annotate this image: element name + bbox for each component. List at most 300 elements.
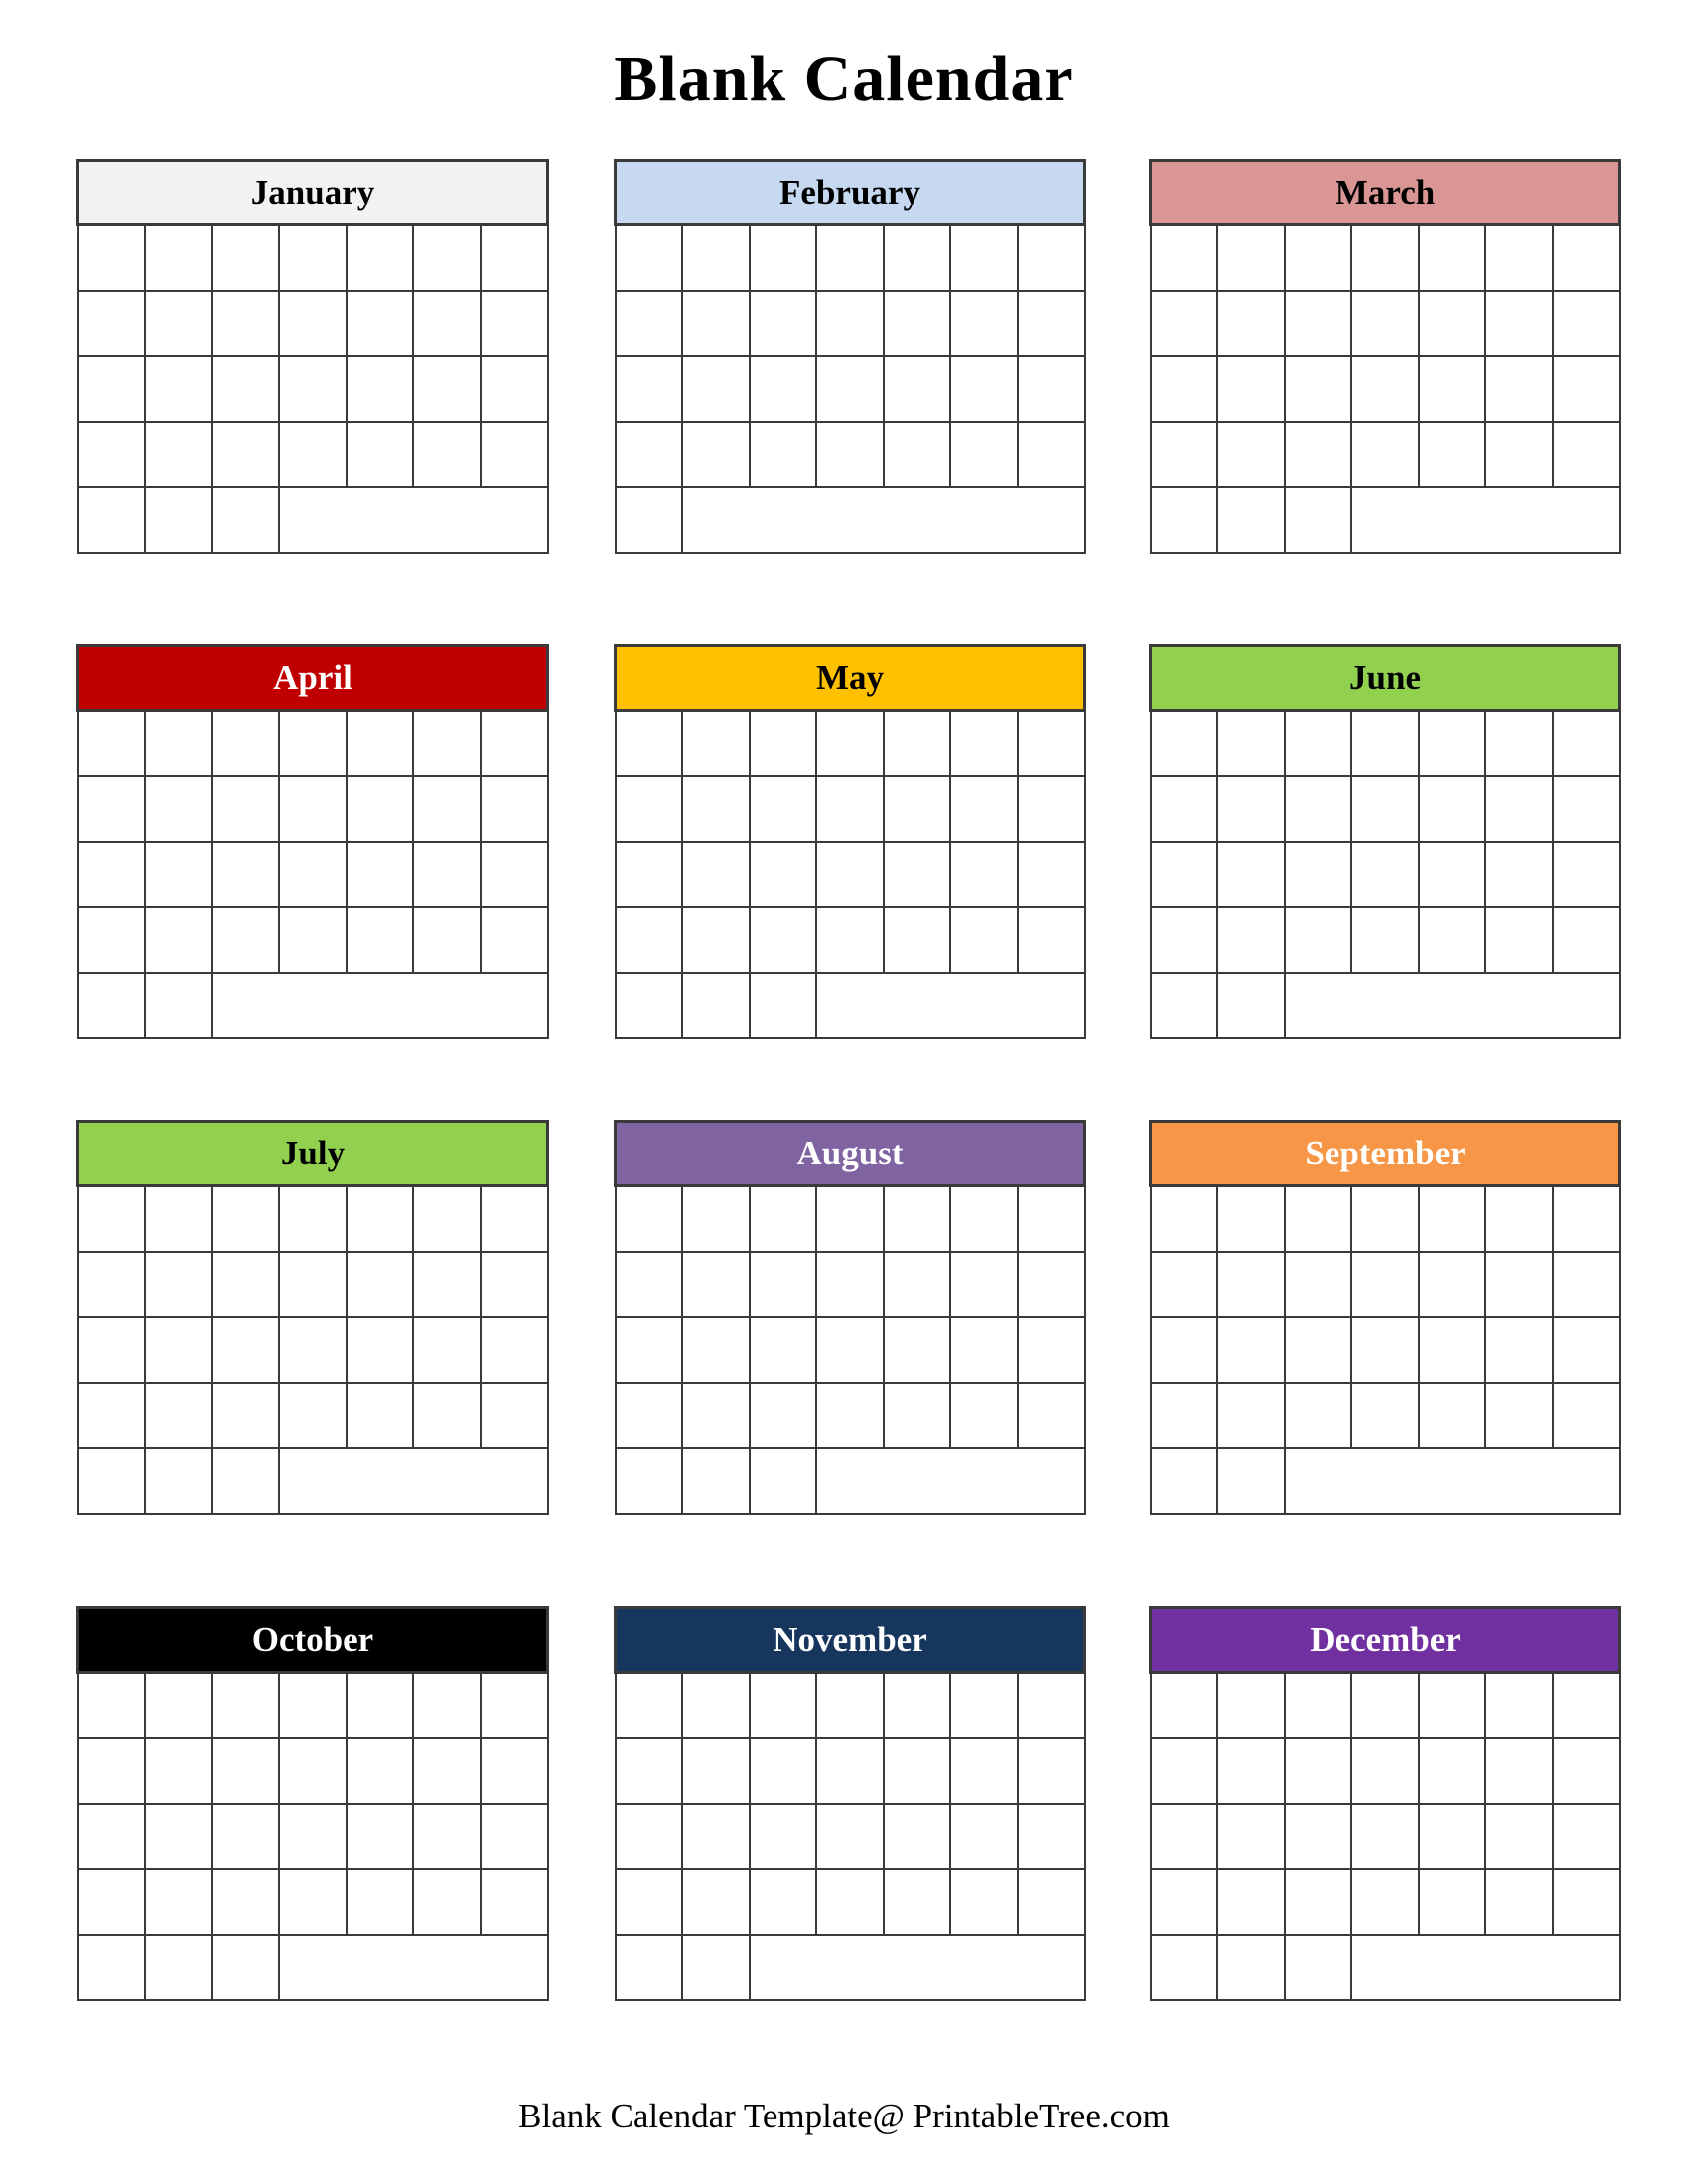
day-cell (279, 711, 347, 777)
day-cell (145, 1383, 212, 1448)
day-cell (1018, 1317, 1085, 1383)
day-cell (1018, 1804, 1085, 1869)
day-cell (78, 487, 146, 553)
day-cell (1151, 1317, 1218, 1383)
day-cell (1285, 1252, 1352, 1317)
day-cell (1351, 1738, 1419, 1804)
day-cell (1553, 1869, 1620, 1935)
day-cell (750, 422, 817, 487)
month-calendar-october (76, 1606, 549, 2001)
day-cell (682, 1186, 750, 1253)
day-cell (1285, 1317, 1352, 1383)
day-cell (1285, 907, 1352, 973)
day-cell (682, 907, 750, 973)
day-cell (884, 1738, 951, 1804)
day-cell (750, 1869, 817, 1935)
day-cell (1419, 356, 1486, 422)
day-cell (78, 907, 146, 973)
day-cell (212, 225, 280, 292)
day-cell (950, 776, 1018, 842)
day-cell (481, 1186, 548, 1253)
month-table (1149, 1606, 1621, 2001)
day-cell (1018, 711, 1085, 777)
day-cell (1351, 1186, 1419, 1253)
day-cell (145, 973, 212, 1038)
day-cell (145, 711, 212, 777)
month-header: July (78, 1122, 548, 1186)
day-cell (1217, 291, 1285, 356)
month-calendar-february (614, 159, 1086, 554)
day-cell (1217, 1448, 1285, 1514)
day-cell (347, 356, 414, 422)
day-cell (1553, 842, 1620, 907)
day-cell (682, 1673, 750, 1739)
day-cell (1217, 487, 1285, 553)
day-cell (950, 422, 1018, 487)
day-cell (750, 1738, 817, 1804)
day-cell (78, 973, 146, 1038)
day-cell (616, 711, 683, 777)
day-cell (1018, 1869, 1085, 1935)
day-cell (1419, 1252, 1486, 1317)
day-cell (816, 1383, 884, 1448)
day-cell (145, 842, 212, 907)
day-cell (481, 1252, 548, 1317)
merged-blank-cell (279, 1448, 547, 1514)
day-cell (884, 907, 951, 973)
day-cell (145, 422, 212, 487)
day-cell (413, 1738, 481, 1804)
day-cell (1351, 711, 1419, 777)
month-header: August (616, 1122, 1085, 1186)
day-cell (682, 1738, 750, 1804)
day-cell (78, 1252, 146, 1317)
day-cell (1151, 291, 1218, 356)
day-cell (481, 776, 548, 842)
day-cell (816, 1869, 884, 1935)
day-cell (481, 422, 548, 487)
month-header: November (616, 1608, 1085, 1673)
day-cell (212, 1186, 280, 1253)
month-table (614, 1120, 1086, 1515)
month-header: October (78, 1608, 548, 1673)
day-cell (1151, 1935, 1218, 2000)
day-cell (1285, 1673, 1352, 1739)
day-cell (481, 1317, 548, 1383)
day-cell (1285, 1383, 1352, 1448)
month-table (614, 644, 1086, 1039)
day-cell (616, 1869, 683, 1935)
day-cell (145, 907, 212, 973)
day-cell (1217, 1383, 1285, 1448)
day-cell (413, 356, 481, 422)
day-cell (413, 1383, 481, 1448)
day-cell (750, 1448, 817, 1514)
merged-blank-cell (816, 1448, 1084, 1514)
day-cell (413, 776, 481, 842)
day-cell (279, 1186, 347, 1253)
day-cell (950, 711, 1018, 777)
day-cell (1217, 1738, 1285, 1804)
day-cell (1553, 1252, 1620, 1317)
day-cell (884, 1252, 951, 1317)
day-cell (1285, 776, 1352, 842)
day-cell (816, 422, 884, 487)
day-cell (750, 711, 817, 777)
day-cell (413, 907, 481, 973)
month-header: September (1151, 1122, 1620, 1186)
merged-blank-cell (816, 973, 1084, 1038)
day-cell (212, 1673, 280, 1739)
day-cell (884, 291, 951, 356)
day-cell (347, 776, 414, 842)
day-cell (1351, 907, 1419, 973)
day-cell (950, 1186, 1018, 1253)
day-cell (816, 1317, 884, 1383)
day-cell (1553, 1317, 1620, 1383)
day-cell (78, 1804, 146, 1869)
day-cell (1018, 907, 1085, 973)
day-cell (1217, 1804, 1285, 1869)
merged-blank-cell (1285, 973, 1620, 1038)
day-cell (1018, 356, 1085, 422)
day-cell (682, 1383, 750, 1448)
day-cell (1018, 1186, 1085, 1253)
day-cell (1217, 1186, 1285, 1253)
day-cell (616, 1673, 683, 1739)
day-cell (1351, 1252, 1419, 1317)
day-cell (347, 1804, 414, 1869)
day-cell (616, 356, 683, 422)
day-cell (279, 842, 347, 907)
day-cell (816, 1673, 884, 1739)
day-cell (1351, 1673, 1419, 1739)
month-calendar-november (614, 1606, 1086, 2001)
day-cell (1485, 1383, 1553, 1448)
day-cell (1485, 776, 1553, 842)
day-cell (78, 1186, 146, 1253)
day-cell (279, 1252, 347, 1317)
day-cell (682, 291, 750, 356)
day-cell (279, 291, 347, 356)
day-cell (1553, 225, 1620, 292)
month-header: June (1151, 646, 1620, 711)
day-cell (1553, 1673, 1620, 1739)
day-cell (616, 291, 683, 356)
day-cell (1485, 907, 1553, 973)
day-cell (884, 1317, 951, 1383)
day-cell (212, 711, 280, 777)
day-cell (1485, 291, 1553, 356)
day-cell (413, 1804, 481, 1869)
day-cell (1285, 487, 1352, 553)
day-cell (1419, 1804, 1486, 1869)
day-cell (1419, 842, 1486, 907)
day-cell (816, 711, 884, 777)
day-cell (1485, 711, 1553, 777)
page-title: Blank Calendar (614, 43, 1074, 115)
day-cell (616, 1252, 683, 1317)
day-cell (347, 291, 414, 356)
day-cell (347, 1383, 414, 1448)
day-cell (145, 1317, 212, 1383)
day-cell (481, 907, 548, 973)
day-cell (616, 973, 683, 1038)
day-cell (1285, 842, 1352, 907)
day-cell (1018, 1252, 1085, 1317)
month-table (1149, 1120, 1621, 1515)
day-cell (1217, 1935, 1285, 2000)
merged-blank-cell (750, 1935, 1085, 2000)
day-cell (1553, 422, 1620, 487)
day-cell (1419, 422, 1486, 487)
day-cell (1419, 907, 1486, 973)
day-cell (750, 907, 817, 973)
month-table (76, 1120, 549, 1515)
day-cell (816, 842, 884, 907)
day-cell (1485, 1673, 1553, 1739)
day-cell (481, 225, 548, 292)
day-cell (1285, 1186, 1352, 1253)
day-cell (1351, 1317, 1419, 1383)
day-cell (212, 1383, 280, 1448)
day-cell (884, 1383, 951, 1448)
day-cell (1018, 225, 1085, 292)
day-cell (1419, 1673, 1486, 1739)
day-cell (816, 907, 884, 973)
day-cell (481, 842, 548, 907)
day-cell (1419, 711, 1486, 777)
day-cell (145, 1738, 212, 1804)
day-cell (1485, 1804, 1553, 1869)
month-header: April (78, 646, 548, 711)
day-cell (145, 1186, 212, 1253)
day-cell (950, 1252, 1018, 1317)
day-cell (616, 487, 683, 553)
day-cell (1151, 225, 1218, 292)
day-cell (816, 1186, 884, 1253)
day-cell (1351, 842, 1419, 907)
month-header: January (78, 161, 548, 225)
day-cell (682, 711, 750, 777)
day-cell (1151, 842, 1218, 907)
day-cell (78, 1448, 146, 1514)
month-table (614, 159, 1086, 554)
day-cell (1151, 487, 1218, 553)
day-cell (1151, 1252, 1218, 1317)
day-cell (212, 487, 280, 553)
month-calendar-june (1149, 644, 1621, 1039)
day-cell (1151, 907, 1218, 973)
day-cell (78, 291, 146, 356)
day-cell (616, 225, 683, 292)
month-table (614, 1606, 1086, 2001)
day-cell (1217, 776, 1285, 842)
day-cell (682, 1448, 750, 1514)
day-cell (481, 711, 548, 777)
day-cell (1351, 1869, 1419, 1935)
day-cell (347, 1317, 414, 1383)
day-cell (1151, 711, 1218, 777)
day-cell (78, 1383, 146, 1448)
day-cell (1151, 1383, 1218, 1448)
day-cell (212, 907, 280, 973)
day-cell (347, 711, 414, 777)
day-cell (145, 487, 212, 553)
month-calendar-march (1149, 159, 1621, 554)
day-cell (682, 842, 750, 907)
day-cell (750, 1804, 817, 1869)
day-cell (1485, 356, 1553, 422)
merged-blank-cell (279, 487, 547, 553)
day-cell (816, 1252, 884, 1317)
day-cell (750, 1383, 817, 1448)
day-cell (884, 1673, 951, 1739)
day-cell (950, 907, 1018, 973)
day-cell (1151, 1804, 1218, 1869)
day-cell (750, 1186, 817, 1253)
day-cell (1151, 776, 1218, 842)
day-cell (279, 1804, 347, 1869)
day-cell (78, 1935, 146, 2000)
day-cell (212, 291, 280, 356)
day-cell (279, 1383, 347, 1448)
day-cell (816, 225, 884, 292)
month-calendar-august (614, 1120, 1086, 1515)
day-cell (950, 1673, 1018, 1739)
day-cell (145, 225, 212, 292)
day-cell (1217, 973, 1285, 1038)
day-cell (1553, 1383, 1620, 1448)
day-cell (1351, 1804, 1419, 1869)
day-cell (1419, 1738, 1486, 1804)
day-cell (950, 1869, 1018, 1935)
day-cell (1285, 1935, 1352, 2000)
day-cell (1285, 225, 1352, 292)
merged-blank-cell (1351, 1935, 1619, 2000)
day-cell (1217, 225, 1285, 292)
day-cell (682, 1317, 750, 1383)
day-cell (1553, 711, 1620, 777)
day-cell (78, 1869, 146, 1935)
day-cell (750, 1252, 817, 1317)
day-cell (145, 356, 212, 422)
day-cell (616, 1383, 683, 1448)
day-cell (78, 422, 146, 487)
day-cell (1285, 711, 1352, 777)
day-cell (1285, 356, 1352, 422)
day-cell (481, 1738, 548, 1804)
day-cell (212, 422, 280, 487)
day-cell (1553, 291, 1620, 356)
day-cell (950, 842, 1018, 907)
day-cell (750, 973, 817, 1038)
day-cell (1419, 291, 1486, 356)
day-cell (616, 1738, 683, 1804)
day-cell (1485, 1869, 1553, 1935)
day-cell (750, 225, 817, 292)
day-cell (279, 422, 347, 487)
day-cell (884, 776, 951, 842)
merged-blank-cell (279, 1935, 547, 2000)
month-header: February (616, 161, 1085, 225)
day-cell (1419, 1317, 1486, 1383)
day-cell (1217, 1673, 1285, 1739)
day-cell (1485, 1252, 1553, 1317)
day-cell (481, 291, 548, 356)
month-calendar-may (614, 644, 1086, 1039)
day-cell (682, 422, 750, 487)
merged-blank-cell (1351, 487, 1619, 553)
day-cell (1351, 225, 1419, 292)
day-cell (616, 842, 683, 907)
day-cell (950, 1317, 1018, 1383)
day-cell (279, 907, 347, 973)
day-cell (481, 356, 548, 422)
month-table (1149, 644, 1621, 1039)
day-cell (1285, 422, 1352, 487)
day-cell (1217, 1252, 1285, 1317)
day-cell (78, 776, 146, 842)
day-cell (1151, 1673, 1218, 1739)
day-cell (1553, 1738, 1620, 1804)
day-cell (1553, 1186, 1620, 1253)
day-cell (145, 1804, 212, 1869)
day-cell (1351, 291, 1419, 356)
day-cell (413, 422, 481, 487)
day-cell (884, 1186, 951, 1253)
day-cell (1485, 225, 1553, 292)
day-cell (1485, 1738, 1553, 1804)
day-cell (1419, 225, 1486, 292)
day-cell (145, 776, 212, 842)
day-cell (413, 1186, 481, 1253)
day-cell (682, 356, 750, 422)
month-table (76, 159, 549, 554)
day-cell (616, 1448, 683, 1514)
day-cell (1217, 1869, 1285, 1935)
day-cell (212, 356, 280, 422)
day-cell (616, 907, 683, 973)
day-cell (279, 776, 347, 842)
day-cell (1151, 1448, 1218, 1514)
day-cell (347, 1252, 414, 1317)
day-cell (413, 842, 481, 907)
day-cell (682, 1869, 750, 1935)
day-cell (481, 1804, 548, 1869)
day-cell (413, 1317, 481, 1383)
day-cell (950, 291, 1018, 356)
day-cell (78, 356, 146, 422)
day-cell (884, 225, 951, 292)
day-cell (212, 1869, 280, 1935)
day-cell (1485, 422, 1553, 487)
day-cell (884, 1804, 951, 1869)
day-cell (1217, 422, 1285, 487)
day-cell (212, 1448, 280, 1514)
day-cell (616, 1186, 683, 1253)
day-cell (616, 422, 683, 487)
day-cell (279, 1738, 347, 1804)
day-cell (1018, 422, 1085, 487)
day-cell (1018, 842, 1085, 907)
day-cell (347, 907, 414, 973)
day-cell (279, 1869, 347, 1935)
day-cell (950, 1804, 1018, 1869)
day-cell (1217, 1317, 1285, 1383)
day-cell (682, 1935, 750, 2000)
day-cell (750, 291, 817, 356)
